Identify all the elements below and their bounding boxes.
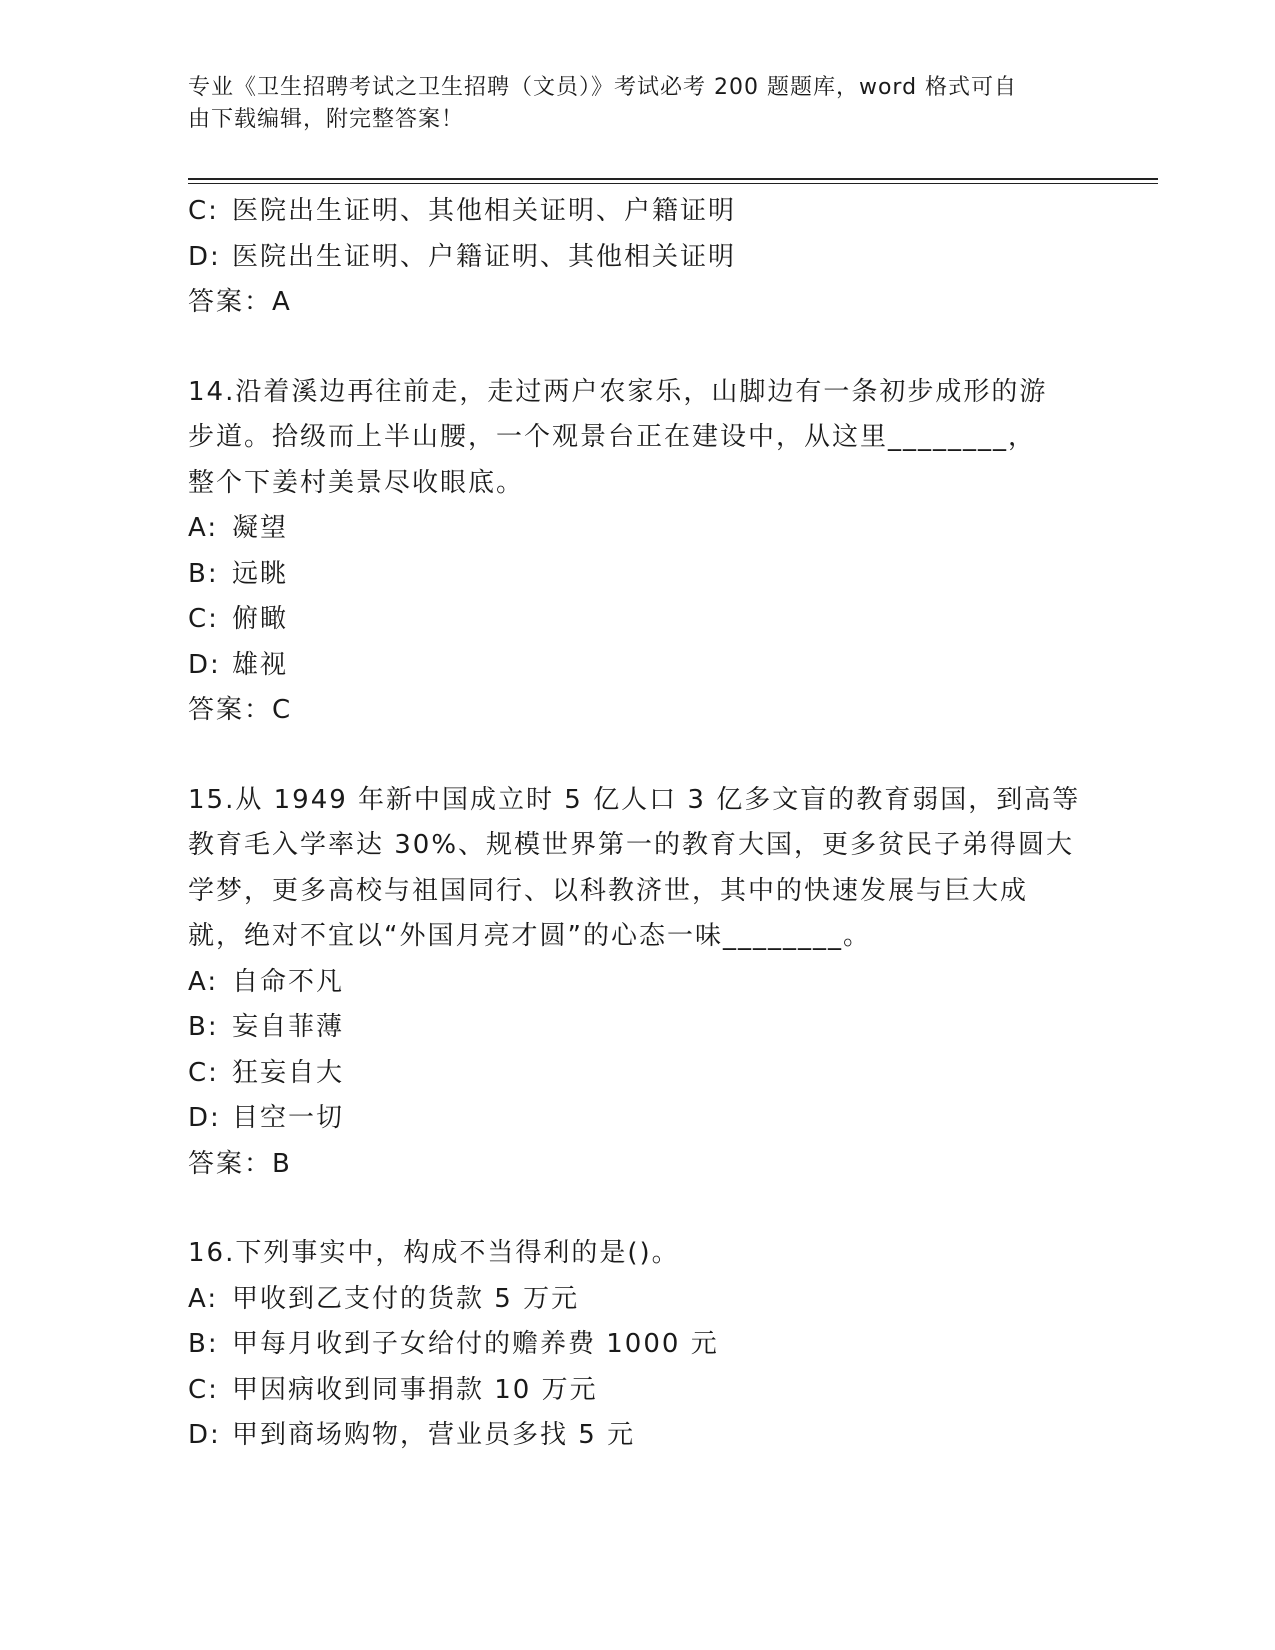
option-text: 自命不凡 xyxy=(232,966,345,997)
option-letter: B: xyxy=(188,1012,219,1042)
option-c xyxy=(188,189,1088,235)
option-text: 凝望 xyxy=(232,513,289,543)
document-body xyxy=(188,189,1088,1459)
header-rule-thick xyxy=(188,178,1158,180)
question-16 xyxy=(188,1231,1088,1459)
option-letter: A: xyxy=(188,966,219,997)
option-text: 狂妄自大 xyxy=(232,1057,345,1088)
option-letter: A: xyxy=(188,1283,219,1314)
answer-line: 答案：B xyxy=(188,1148,292,1179)
option-letter: A: xyxy=(188,513,219,543)
option-a xyxy=(188,1277,1088,1323)
question-text-line: 步道。拾级而上半山腰，一个观景台正在建设中，从这里________， xyxy=(188,422,1037,452)
option-b xyxy=(188,1322,1088,1368)
question-13-remainder xyxy=(188,189,1088,326)
question-text-line: 整个下姜村美景尽收眼底。 xyxy=(188,467,525,498)
option-b xyxy=(188,552,1088,598)
question-text-line: 15.从 1949 年新中国成立时 5 亿人口 3 亿多文盲的教育弱国，到高等 xyxy=(188,784,1081,815)
option-text: 目空一切 xyxy=(232,1103,345,1133)
option-letter: D: xyxy=(188,1103,221,1133)
option-letter: C: xyxy=(188,604,219,634)
option-letter: D: xyxy=(188,649,221,680)
option-text: 雄视 xyxy=(232,649,289,680)
question-text-line: 14.沿着溪边再往前走，走过两户农家乐，山脚边有一条初步成形的游 xyxy=(188,376,1048,407)
option-d xyxy=(188,235,1088,281)
header-rule-thin xyxy=(188,183,1158,184)
option-text: 俯瞰 xyxy=(232,604,289,634)
question-15 xyxy=(188,778,1088,1188)
option-d xyxy=(188,1096,1088,1142)
answer-line: 答案：C xyxy=(188,695,293,725)
option-letter: C: xyxy=(188,196,219,226)
option-letter: B: xyxy=(188,558,219,589)
option-c xyxy=(188,597,1088,643)
answer-line: 答案：A xyxy=(188,287,292,317)
header-line-1: 专业《卫生招聘考试之卫生招聘（文员）》考试必考 200 题题库，word 格式可自 xyxy=(188,75,1018,100)
page-header xyxy=(188,72,1068,136)
option-a xyxy=(188,506,1088,552)
option-d xyxy=(188,1413,1088,1459)
header-line-2: 由下载编辑，附完整答案！ xyxy=(188,107,465,132)
question-text-line: 就，绝对不宜以“外国月亮才圆”的心态一味________。 xyxy=(188,921,871,951)
option-letter: D: xyxy=(188,241,221,272)
question-text-line: 16.下列事实中，构成不当得利的是()。 xyxy=(188,1238,680,1268)
option-text: 甲收到乙支付的货款 5 万元 xyxy=(232,1283,580,1314)
option-c xyxy=(188,1051,1088,1097)
option-text: 妄自菲薄 xyxy=(232,1012,345,1042)
option-text: 医院出生证明、户籍证明、其他相关证明 xyxy=(232,241,737,272)
option-text: 甲因病收到同事捐款 10 万元 xyxy=(232,1374,598,1405)
option-text: 远眺 xyxy=(232,558,289,589)
option-letter: C: xyxy=(188,1374,219,1405)
option-letter: D: xyxy=(188,1420,221,1450)
option-text: 甲每月收到子女给付的赡养费 1000 元 xyxy=(232,1329,719,1359)
question-14 xyxy=(188,370,1088,734)
option-a xyxy=(188,960,1088,1006)
question-text-line: 教育毛入学率达 30%、规模世界第一的教育大国，更多贫民子弟得圆大 xyxy=(188,830,1075,860)
option-c xyxy=(188,1368,1088,1414)
option-b xyxy=(188,1005,1088,1051)
question-text-line: 学梦，更多高校与祖国同行、以科教济世，其中的快速发展与巨大成 xyxy=(188,875,1029,906)
option-text: 甲到商场购物，营业员多找 5 元 xyxy=(232,1420,636,1450)
option-letter: C: xyxy=(188,1057,219,1088)
option-d xyxy=(188,643,1088,689)
option-letter: B: xyxy=(188,1329,219,1359)
option-text: 医院出生证明、其他相关证明、户籍证明 xyxy=(232,196,737,226)
